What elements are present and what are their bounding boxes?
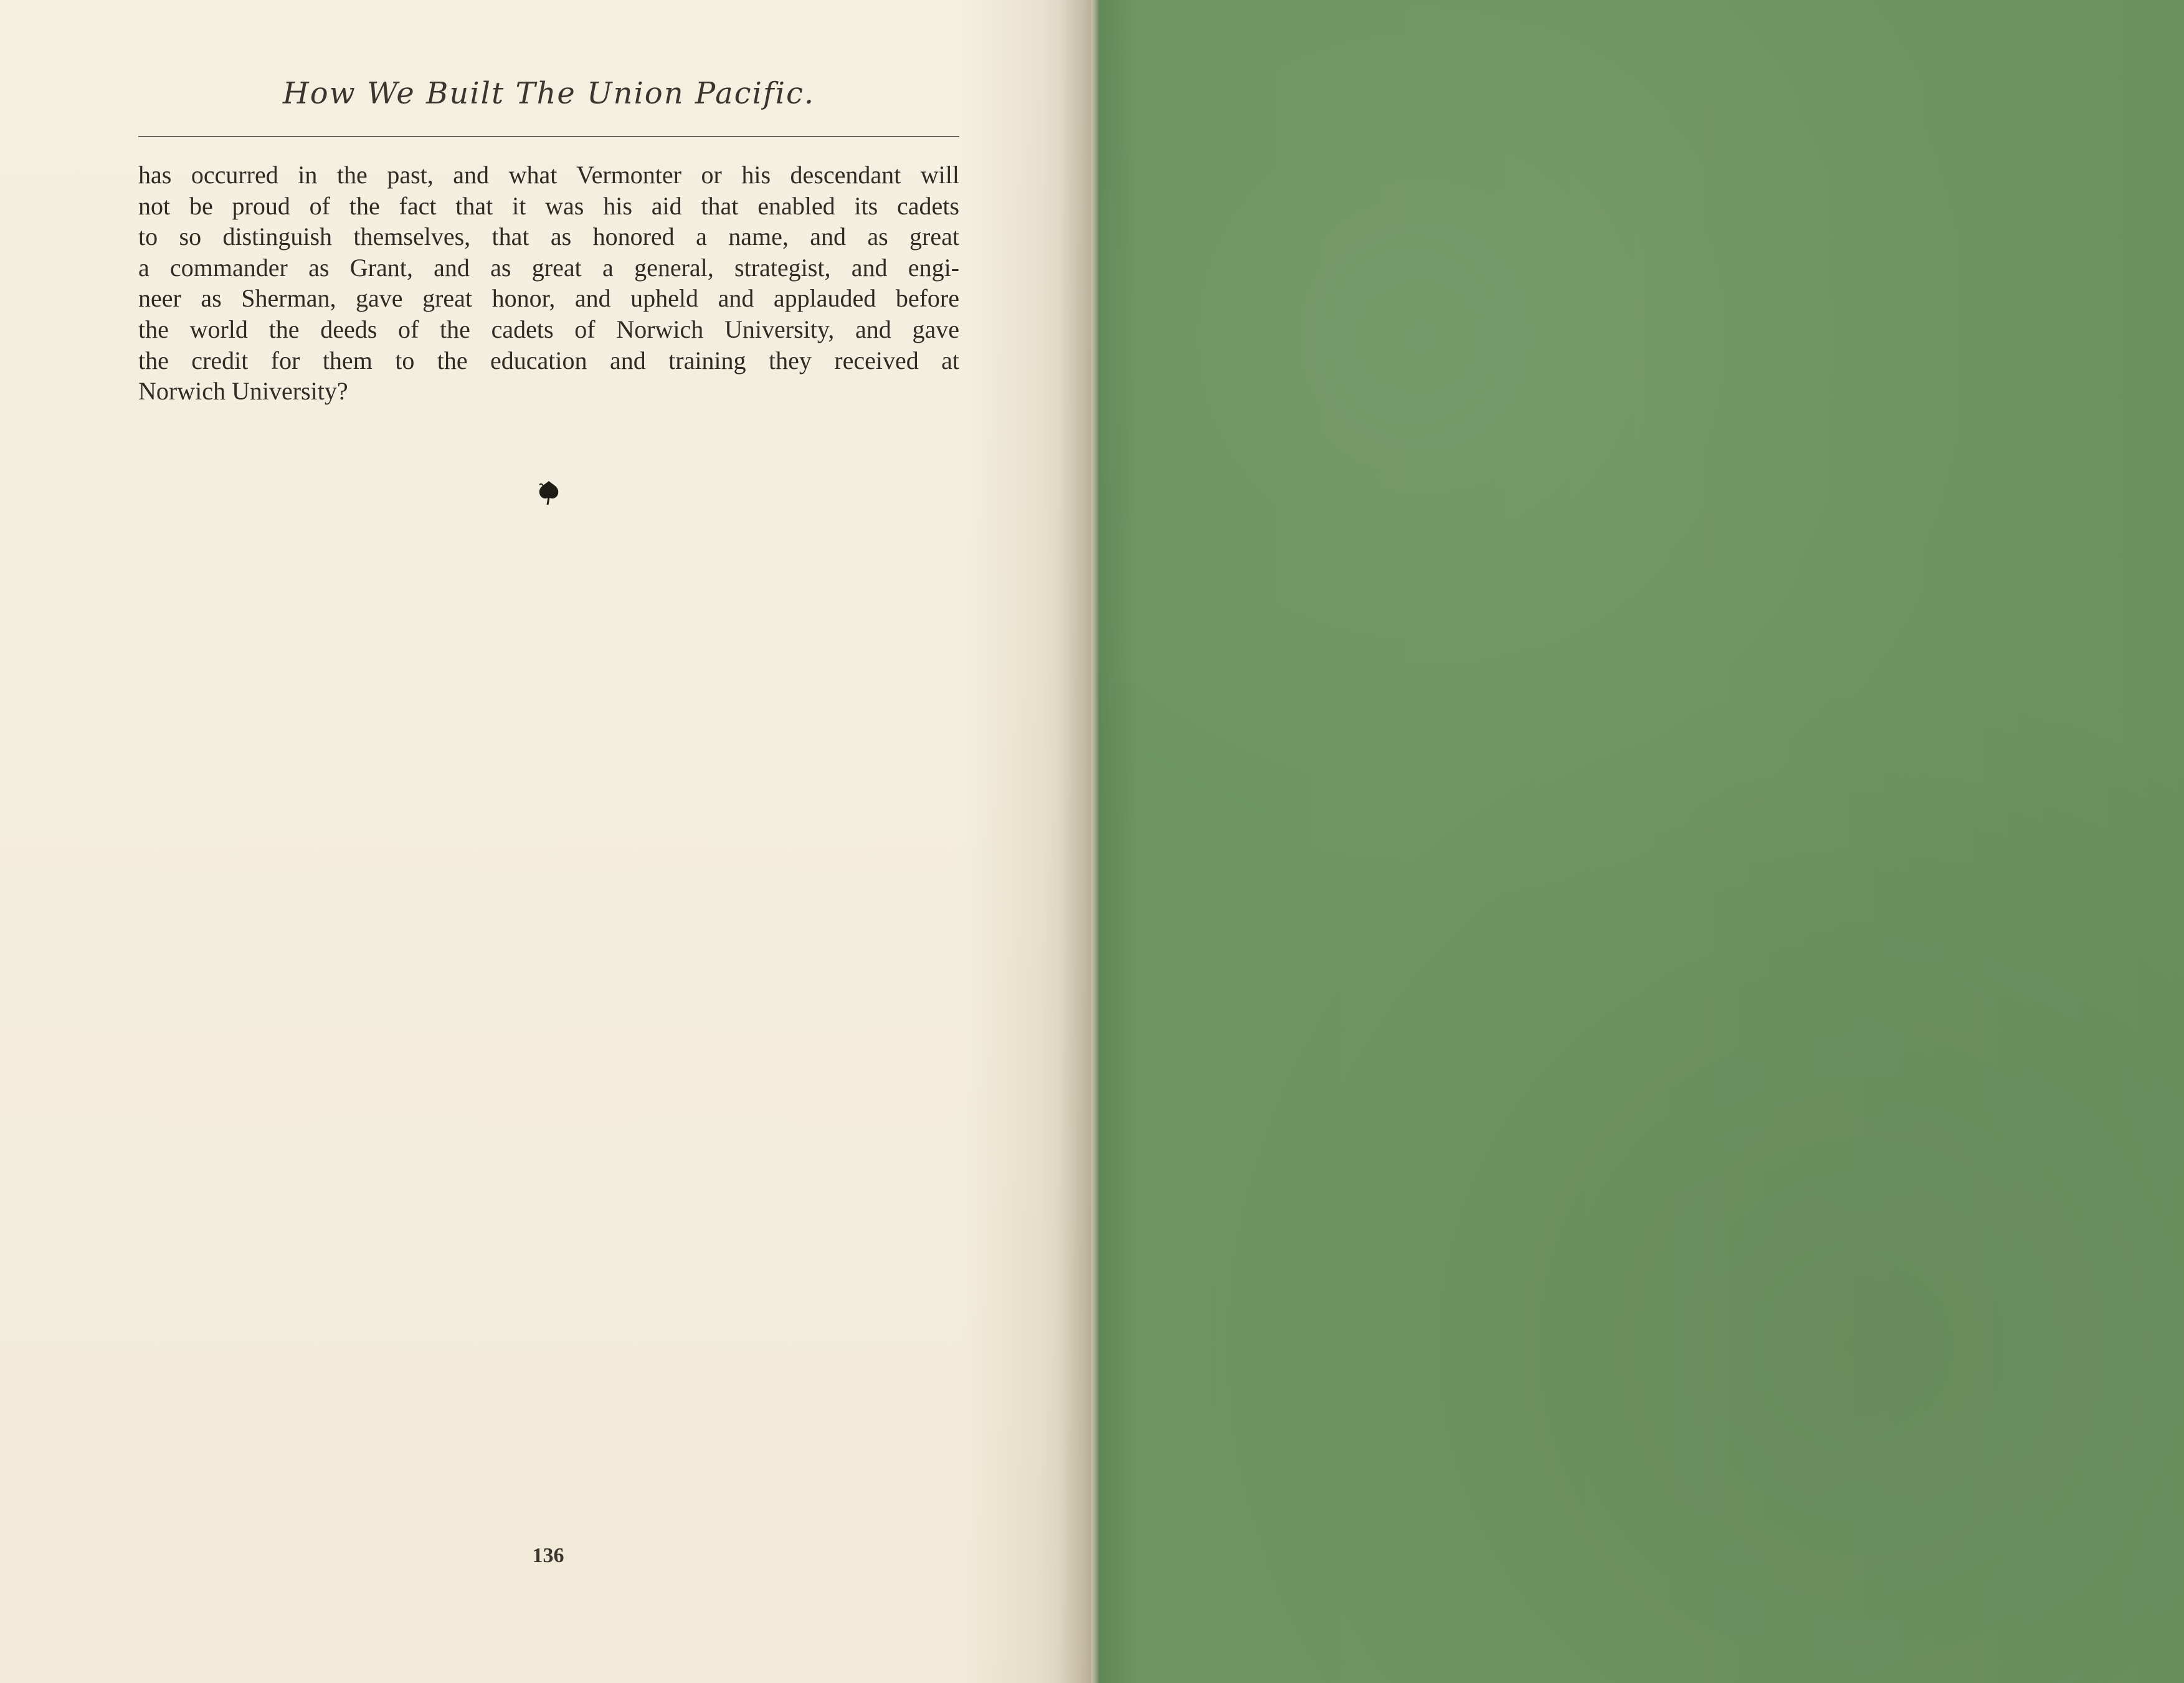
text-line: a commander as Grant, and as great a general, strategist, and engi- — [138, 253, 959, 282]
text-line: has occurred in the past, and what Vermonter or his descendant will — [138, 161, 959, 189]
leaf-ornament-icon — [534, 479, 563, 507]
running-head: How We Built The Union Pacific. — [282, 76, 815, 111]
text-line: the world the deeds of the cadets of Norwich University, and gave — [138, 315, 959, 343]
green-cover — [1095, 0, 2184, 1683]
body-paragraph — [138, 160, 959, 407]
header-rule — [138, 136, 959, 137]
text-line: the credit for them to the education and training they received at — [138, 346, 959, 374]
text-line: Norwich University? — [138, 377, 348, 406]
text-line: neer as Sherman, gave great honor, and upheld and applauded before — [138, 284, 959, 313]
text-line: to so distinguish themselves, that as honored a name, and as great — [138, 222, 959, 251]
page-number: 136 — [532, 1544, 564, 1567]
cover-edge — [1091, 0, 1100, 1683]
text-line: not be proud of the fact that it was his aid that enabled its cadets — [138, 191, 959, 220]
